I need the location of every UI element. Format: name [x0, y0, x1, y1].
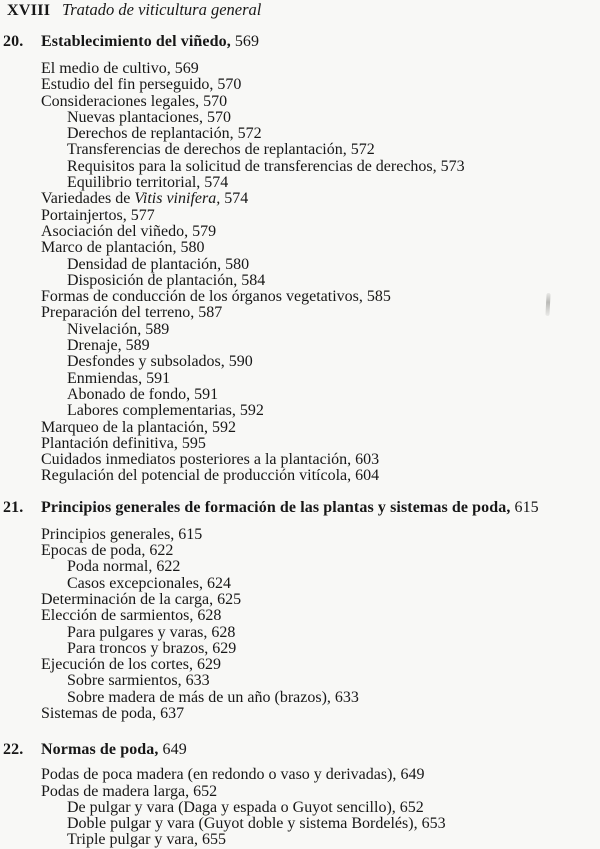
toc-entry — [3, 784, 594, 800]
entry-page-number: 585 — [366, 288, 391, 306]
entry-label: Poda normal, — [67, 558, 153, 576]
entry-label: Portainjertos, — [41, 206, 127, 224]
toc-entry — [3, 354, 594, 370]
chapter-entries — [3, 527, 594, 723]
entry-page-number: 569 — [174, 60, 199, 77]
entry-label: Podas de madera larga, — [41, 782, 190, 800]
chapter-title: Principios generales de formación de las plantas y sistemas de poda, — [41, 498, 511, 516]
chapter-page-number: 615 — [514, 498, 539, 516]
entry-page-number: 590 — [228, 353, 253, 371]
chapter-page-number: 569 — [234, 33, 260, 50]
toc-entry — [3, 142, 594, 158]
entry-page-number: 570 — [217, 76, 242, 94]
entry-page-number: 604 — [355, 467, 380, 485]
entry-label: Epocas de poda, — [41, 542, 146, 560]
toc-entry — [3, 559, 594, 575]
toc-entry — [3, 468, 594, 484]
toc-entry — [3, 387, 594, 403]
chapter — [3, 499, 594, 723]
entry-page-number: 653 — [421, 815, 446, 833]
entry-page-number: 655 — [201, 831, 226, 849]
toc-entry — [3, 257, 594, 273]
entry-page-number: 573 — [440, 157, 465, 175]
entry-label: Estudio del fin perseguido, — [41, 76, 214, 94]
entry-page-number: 629 — [212, 639, 237, 657]
entry-page-number: 587 — [198, 304, 223, 322]
entry-label: Disposición de plantación, — [67, 271, 238, 289]
entry-page-number: 572 — [350, 141, 375, 159]
toc-chapters — [3, 33, 594, 849]
entry-page-number: 637 — [160, 704, 185, 722]
toc-entry — [3, 126, 594, 142]
chapter-title: Normas de poda, — [41, 741, 159, 759]
entry-page-number: 625 — [217, 590, 242, 608]
entry-page-number: 574 — [224, 190, 249, 208]
entry-label: De pulgar y vara (Daga y espada o Guyot sencillo), — [67, 798, 396, 816]
chapter — [3, 33, 594, 485]
entry-page-number: 628 — [211, 623, 236, 641]
entry-page-number: 603 — [355, 451, 380, 469]
toc-entry — [3, 94, 594, 110]
entry-label: Requisitos para la solicitud de transferencias de derechos, — [67, 157, 437, 175]
entry-label: Derechos de replantación, — [67, 125, 234, 143]
toc-entry — [3, 673, 594, 689]
entry-page-number: 589 — [125, 337, 150, 355]
toc-entry — [3, 322, 594, 338]
entry-label: Triple pulgar y vara, — [67, 831, 198, 849]
toc-entry — [3, 224, 594, 240]
entry-label: Abonado de fondo, — [67, 385, 191, 403]
toc-entry — [3, 208, 594, 224]
entry-page-number: 628 — [197, 607, 222, 625]
entry-label: Casos excepcionales, — [67, 574, 203, 592]
toc-entry — [3, 452, 594, 468]
entry-page-number: 652 — [193, 782, 218, 800]
toc-entry — [3, 800, 594, 816]
entry-page-number: 595 — [181, 434, 206, 452]
entry-label: Plantación definitiva, — [41, 434, 178, 452]
chapter-heading — [3, 741, 594, 759]
chapter-heading — [3, 499, 594, 517]
entry-label: Variedades de — [41, 190, 135, 208]
entry-page-number: 570 — [206, 108, 231, 126]
entry-label: Determinación de la carga, — [41, 590, 214, 608]
chapter — [3, 741, 594, 848]
toc-entry — [3, 527, 594, 543]
entry-label: Cuidados inmediatos posteriores a la plantación, — [41, 451, 352, 469]
entry-label: Sobre sarmientos, — [67, 672, 182, 690]
toc-entry — [3, 436, 594, 452]
entry-page-number: 577 — [130, 206, 155, 224]
entry-page-number: 589 — [145, 320, 170, 338]
entry-label-italic: Vitis vinifera, — [134, 190, 221, 208]
entry-label: Elección de sarmientos, — [41, 607, 194, 625]
toc-entry — [3, 690, 594, 706]
toc-entry — [3, 420, 594, 436]
toc-entry — [3, 641, 594, 657]
chapter-title: Establecimiento del viñedo, — [41, 33, 231, 50]
entry-page-number: 574 — [204, 174, 229, 192]
chapter-page-number: 649 — [162, 741, 187, 759]
entry-label: Nivelación, — [67, 320, 142, 338]
entry-label: Marqueo de la plantación, — [41, 418, 209, 436]
entry-label: Drenaje, — [67, 337, 122, 355]
entry-page-number: 624 — [206, 574, 231, 592]
entry-label: Para troncos y brazos, — [67, 639, 209, 657]
entry-label: Ejecución de los cortes, — [41, 656, 193, 674]
entry-label: Consideraciones legales, — [41, 92, 200, 110]
page-folio: XVIII — [7, 2, 51, 19]
toc-entry — [3, 403, 594, 419]
chapter-number: 20. — [3, 33, 24, 50]
entry-label: Regulación del potencial de producción vitícola, — [41, 467, 352, 485]
toc-entry — [3, 175, 594, 191]
entry-page-number: 622 — [149, 542, 174, 560]
entry-page-number: 572 — [237, 125, 262, 143]
entry-page-number: 592 — [212, 418, 237, 436]
entry-label: Sistemas de poda, — [41, 704, 157, 722]
chapter-entries — [3, 61, 594, 485]
toc-entry — [3, 592, 594, 608]
entry-page-number: 615 — [178, 525, 203, 543]
toc-entry — [3, 576, 594, 592]
entry-page-number: 580 — [225, 255, 250, 273]
toc-entry — [3, 767, 594, 783]
entry-page-number: 649 — [400, 766, 425, 784]
entry-label: Transferencias de derechos de replantación, — [67, 141, 347, 159]
entry-label: Asociación del viñedo, — [41, 222, 189, 240]
toc-entry — [3, 61, 594, 77]
entry-label: Equilibrio territorial, — [67, 174, 201, 192]
chapter-heading — [3, 33, 594, 51]
entry-label: Sobre madera de más de un año (brazos), — [67, 688, 331, 706]
entry-label: Preparación del terreno, — [41, 304, 195, 322]
toc-entry — [3, 110, 594, 126]
toc-entry — [3, 816, 594, 832]
entry-page-number: 622 — [156, 558, 181, 576]
entry-page-number: 584 — [241, 271, 266, 289]
toc-entry — [3, 289, 594, 305]
entry-label: Nuevas plantaciones, — [67, 108, 203, 126]
entry-page-number: 570 — [203, 92, 228, 110]
toc-entry — [3, 371, 594, 387]
toc-entry — [3, 191, 594, 207]
toc-entry — [3, 706, 594, 722]
entry-label: Marco de plantación, — [41, 239, 177, 257]
entry-page-number: 633 — [334, 688, 359, 706]
toc-entry — [3, 240, 594, 256]
toc-entry — [3, 832, 594, 848]
entry-page-number: 591 — [194, 385, 219, 403]
chapter-number: 22. — [3, 741, 24, 759]
toc-entry — [3, 273, 594, 289]
entry-label: Podas de poca madera (en redondo o vaso y derivadas), — [41, 766, 397, 784]
entry-page-number: 629 — [196, 656, 221, 674]
entry-label: Labores complementarias, — [67, 402, 236, 420]
entry-page-number: 591 — [146, 369, 171, 387]
entry-page-number: 592 — [239, 402, 264, 420]
entry-label: Densidad de plantación, — [67, 255, 222, 273]
entry-label: Para pulgares y varas, — [67, 623, 208, 641]
toc-entry — [3, 543, 594, 559]
toc-entry — [3, 608, 594, 624]
entry-page-number: 633 — [185, 672, 210, 690]
page-header — [3, 1, 594, 19]
toc-entry — [3, 305, 594, 321]
toc-entry — [3, 338, 594, 354]
toc-entry — [3, 657, 594, 673]
entry-label: Desfondes y subsolados, — [67, 353, 225, 371]
running-title: Tratado de viticultura general — [62, 0, 262, 19]
entry-label: Principios generales, — [41, 525, 175, 543]
entry-label: Enmiendas, — [67, 369, 143, 387]
toc-entry — [3, 625, 594, 641]
entry-page-number: 652 — [399, 798, 424, 816]
entry-label: Formas de conducción de los órganos vegetativos, — [41, 288, 363, 306]
entry-label: Doble pulgar y vara (Guyot doble y sistema Bordelés), — [67, 815, 418, 833]
entry-page-number: 579 — [192, 222, 217, 240]
chapter-number: 21. — [3, 498, 24, 516]
entry-page-number: 580 — [180, 239, 205, 257]
entry-label: El medio de cultivo, — [41, 60, 171, 77]
toc-entry — [3, 77, 594, 93]
toc-entry — [3, 159, 594, 175]
chapter-entries — [3, 767, 594, 848]
